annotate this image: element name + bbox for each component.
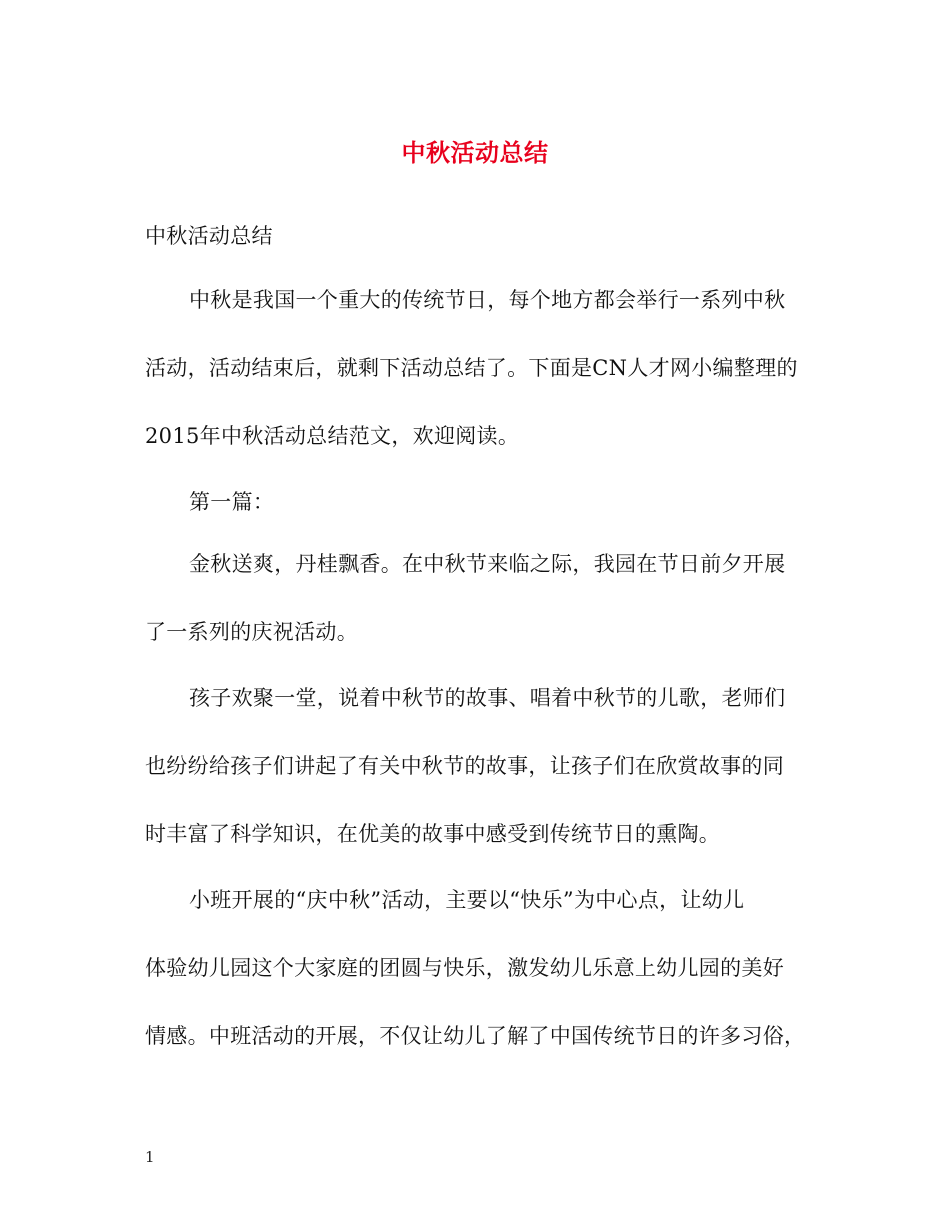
paragraph-line: 体验幼儿园这个大家庭的团圆与快乐，激发幼儿乐意上幼儿园的美好 bbox=[145, 956, 784, 980]
paragraph-line: 中秋是我国一个重大的传统节日，每个地方都会举行一系列中秋 bbox=[189, 288, 786, 312]
paragraph-line: 了一系列的庆祝活动。 bbox=[145, 620, 358, 644]
paragraph-line: 活动，活动结束后，就剩下活动总结了。下面是CN人才网小编整理的 bbox=[145, 356, 798, 380]
paragraph-line: 情感。中班活动的开展，不仅让幼儿了解了中国传统节日的许多习俗， bbox=[145, 1024, 806, 1048]
paragraph-line: 也纷纷给孩子们讲起了有关中秋节的故事，让孩子们在欣赏故事的同 bbox=[145, 754, 784, 778]
paragraph-line: 时丰富了科学知识，在优美的故事中感受到传统节日的熏陶。 bbox=[145, 822, 721, 846]
paragraph-line: 第一篇： bbox=[189, 490, 275, 514]
paragraph-line: 孩子欢聚一堂，说着中秋节的故事、唱着中秋节的儿歌，老师们 bbox=[189, 686, 786, 710]
paragraph-line: 2015年中秋活动总结范文，欢迎阅读。 bbox=[145, 424, 520, 448]
document-title: 中秋活动总结 bbox=[401, 138, 549, 167]
section-heading: 中秋活动总结 bbox=[145, 224, 273, 248]
page-number: 1 bbox=[145, 1148, 155, 1166]
paragraph-line: 金秋送爽，丹桂飘香。在中秋节来临之际，我园在节日前夕开展 bbox=[189, 552, 786, 576]
paragraph-line: 小班开展的“庆中秋”活动，主要以“快乐”为中心点，让幼儿 bbox=[189, 888, 745, 912]
